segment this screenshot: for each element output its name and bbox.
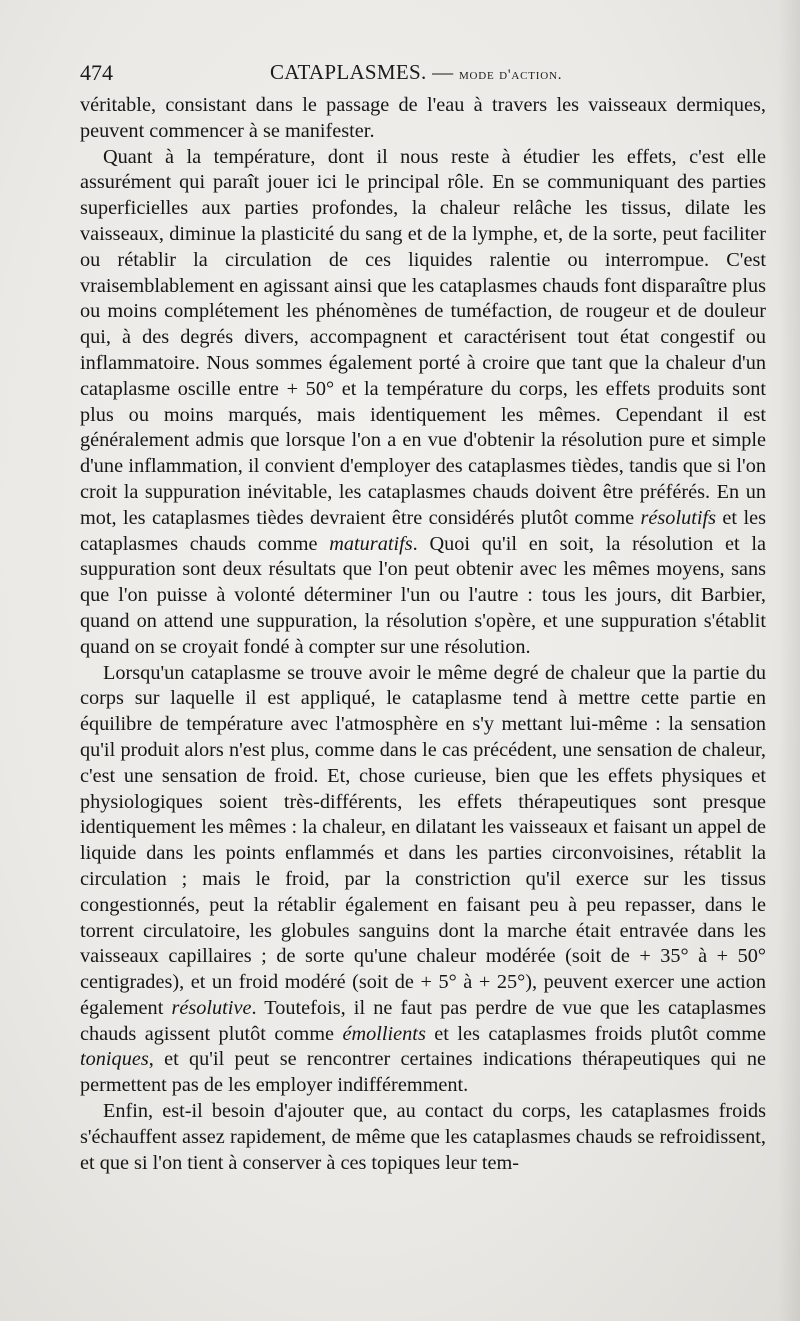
text-run: et les cataplasmes froids plutôt comme [425, 1022, 766, 1045]
running-head [270, 60, 562, 85]
italic-term: émollients [342, 1022, 426, 1045]
running-head-title: CATAPLASMES. — [270, 60, 454, 84]
text-run: véritable, consistant dans le passage de l'eau à travers les vaisseaux dermiques, peuvent commencer à se manifester. [80, 94, 766, 142]
italic-term: résolutifs [640, 506, 717, 529]
paragraph [80, 145, 766, 661]
text-run: , et qu'il peut se rencontrer certaines indications thérapeutiques qui ne permettent pas de les employer indifféremment. [80, 1048, 766, 1097]
paragraph [80, 93, 766, 145]
running-head-subtitle: mode d'action. [458, 67, 563, 83]
text-run: . Quoi qu'il en soit, la résolution et la suppuration sont deux résultats que l'on peut obtenir avec les mêmes moyens, sans que l'on puisse à volonté déterminer l'un ou l'autre : tous les jours, dit Barbier, quand on attend une suppuration, la résolution s'opère, et une suppuration s'établit quand on se croyait fondé à compter sur une résolution. [80, 532, 766, 658]
text-run: et les cataplasmes chauds comme [80, 506, 766, 555]
text-run: Lorsqu'un cataplasme se trouve avoir le même degré de chaleur que la partie du corps sur laquelle il est appliqué, le cataplasme tend à mettre cette partie en équilibre de température avec l'atmosphère en s'y mettant lui-même : la sensation qu'il produit alors n'est plus, comme dans le cas précédent, une sensation de chaleur, c'est une sensation de froid. Et, chose curieuse, bien que les effets physiques et physiologiques soient très-différents, les effets thérapeutiques sont presque identiquement les mêmes : la chaleur, en dilatant les vaisseaux et faisant un appel de liquide dans les points enflammés et dans les parties circonvoisines, rétablit la circulation ; mais le froid, par la constriction qu'il exerce sur les tissus congestionnés, peut la rétablir également en faisant peu à peu repasser, dans le torrent circulatoire, les globules sanguins dont la marche était entravée dans les vaisseaux capillaires ; de sorte qu'une chaleur modérée (soit de + 35° à + 50° centigrades), et un froid modéré (soit de + 5° à + 25°), peuvent exercer une action également [80, 661, 766, 1019]
page-edge-shadow [778, 0, 800, 1321]
paragraph [80, 661, 766, 1100]
body-text [80, 93, 766, 1176]
text-run: Enfin, est-il besoin d'ajouter que, au contact du corps, les cataplasmes froids s'échauffent assez rapidement, de même que les cataplasmes chauds se refroidissent, et que si l'on tient à conserver à ces topiques leur tem- [80, 1100, 766, 1174]
italic-term: résolutive [171, 996, 252, 1019]
page-number: 474 [80, 60, 113, 85]
italic-term: maturatifs [329, 532, 413, 555]
page-header [80, 60, 780, 90]
paragraph [80, 1099, 766, 1176]
text-run: Quant à la température, dont il nous reste à étudier les effets, c'est elle assurément qui paraît jouer ici le principal rôle. En se communiquant des parties superficielles aux parties profondes, la chaleur relâche les tissus, dilate les vaisseaux, diminue la plasticité du sang et de la lymphe, et, de la sorte, peut faciliter ou rétablir la circulation de ces liquides ralentie ou interrompue. C'est vraisemblablement en agissant ainsi que les cataplasmes chauds font disparaître plus ou moins complétement les phénomènes de tuméfaction, de rougeur et de douleur qui, à des degrés divers, accompagnent et caractérisent tout état congestif ou inflammatoire. Nous sommes également porté à croire que tant que la chaleur d'un cataplasme oscille entre + 50° et la température du corps, les effets produits sont plus ou moins marqués, mais identiquement les mêmes. Cependant il est généralement admis que lorsque l'on a en vue d'obtenir la résolution pure et simple d'une inflammation, il convient d'employer des cataplasmes tièdes, tandis que si l'on croit la suppuration inévitable, les cataplasmes chauds doivent être préférés. En un mot, les cataplasmes tièdes devraient être considérés plutôt comme [80, 145, 766, 529]
italic-term: toniques [80, 1048, 149, 1071]
text-run: . Toutefois, il ne faut pas perdre de vue que les cataplasmes chauds agissent plutôt comme [80, 996, 766, 1045]
